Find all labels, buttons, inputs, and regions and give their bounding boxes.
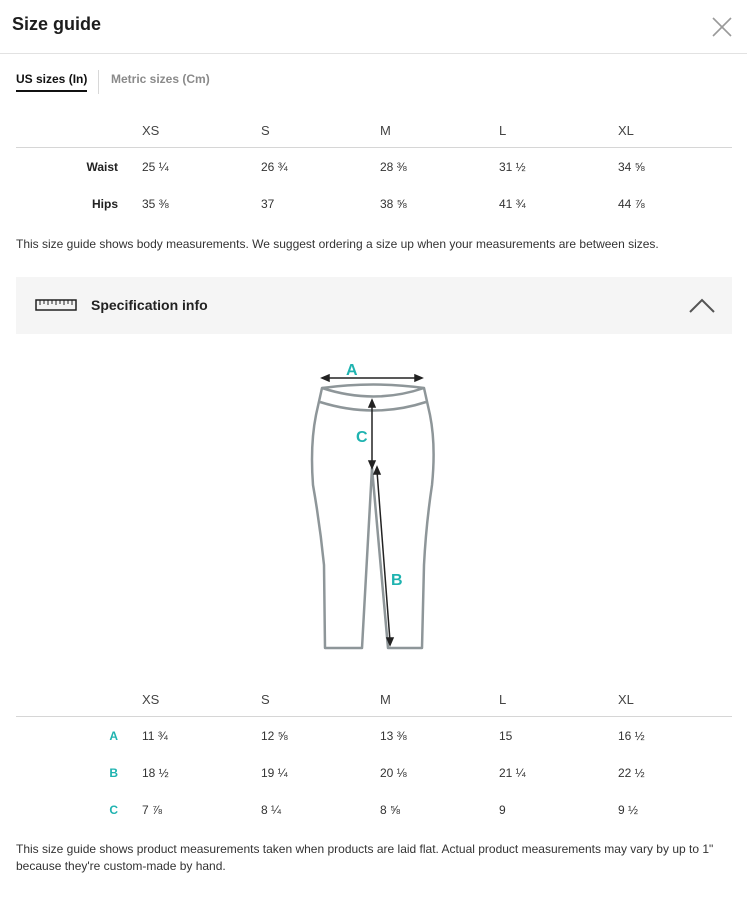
- chevron-up-icon[interactable]: [688, 296, 716, 314]
- diagram-label-c: C: [356, 429, 368, 446]
- size-header-xs: XS: [142, 123, 160, 138]
- table-cell: 26 ¾: [261, 160, 288, 174]
- table-cell: 20 ⅛: [380, 766, 407, 780]
- table-cell: 18 ½: [142, 766, 169, 780]
- table-cell: 8 ⅝: [380, 803, 401, 817]
- diagram-label-a: A: [346, 362, 358, 379]
- specification-title: Specification info: [91, 297, 208, 313]
- close-icon[interactable]: [711, 16, 733, 38]
- table-cell: 9 ½: [618, 803, 639, 817]
- row-label: A: [109, 729, 118, 743]
- table-cell: 31 ½: [499, 160, 526, 174]
- table-cell: 19 ¼: [261, 766, 288, 780]
- table-cell: 11 ¾: [142, 729, 168, 743]
- size-header-m: M: [380, 123, 391, 138]
- size-header-l: L: [499, 123, 507, 138]
- table-row-waist: [16, 148, 732, 185]
- row-label: Hips: [91, 197, 118, 211]
- product-size-table: [16, 679, 732, 828]
- size-header-s: S: [261, 123, 270, 138]
- row-label: B: [109, 766, 118, 780]
- tab-us-sizes[interactable]: US sizes (In): [16, 72, 87, 92]
- leggings-measurement-diagram: [300, 355, 450, 655]
- body-measurement-note: This size guide shows body measurements. We suggest ordering a size up when your measurements are between sizes.: [16, 237, 659, 251]
- table-cell: 15: [499, 729, 513, 743]
- row-label: C: [109, 803, 118, 817]
- product-note-line-1: This size guide shows product measurements taken when products are laid flat. Actual product measurements may vary by up to 1": [16, 842, 714, 856]
- diagram-label-b: B: [391, 572, 403, 589]
- table-cell: 12 ⅝: [261, 729, 288, 743]
- size-header-xl: XL: [618, 692, 634, 707]
- table-cell: 28 ⅜: [380, 160, 407, 174]
- product-measurement-note: [16, 841, 736, 875]
- size-header-xl: XL: [618, 123, 634, 138]
- table-cell: 35 ⅜: [142, 197, 169, 211]
- product-note-line-2: because they're custom-made by hand.: [16, 859, 226, 873]
- table-cell: 8 ¼: [261, 803, 282, 817]
- body-size-table: [16, 110, 732, 222]
- specification-info-toggle[interactable]: [16, 277, 732, 334]
- table-cell: 37: [261, 197, 275, 211]
- tab-metric-sizes[interactable]: Metric sizes (Cm): [111, 72, 210, 86]
- table-header: [16, 110, 732, 148]
- table-cell: 7 ⅞: [142, 803, 163, 817]
- modal-header: [0, 0, 747, 54]
- table-cell: 34 ⅝: [618, 160, 645, 174]
- table-cell: 16 ½: [618, 729, 645, 743]
- table-cell: 25 ¼: [142, 160, 169, 174]
- size-header-m: M: [380, 692, 391, 707]
- row-label: Waist: [86, 160, 118, 174]
- table-cell: 22 ½: [618, 766, 645, 780]
- table-row-b: [16, 754, 732, 791]
- table-row-c: [16, 791, 732, 828]
- measurement-b-arrow: [374, 467, 393, 645]
- table-cell: 9: [499, 803, 506, 817]
- table-header: [16, 679, 732, 717]
- ruler-icon: [35, 299, 77, 311]
- table-cell: 21 ¼: [499, 766, 526, 780]
- leggings-outline: [312, 385, 434, 649]
- modal-title: Size guide: [12, 14, 102, 34]
- table-cell: 38 ⅝: [380, 197, 407, 211]
- tab-divider: [98, 70, 99, 94]
- table-row-hips: [16, 185, 732, 222]
- size-header-l: L: [499, 692, 507, 707]
- size-header-xs: XS: [142, 692, 160, 707]
- table-cell: 44 ⅞: [618, 197, 645, 211]
- table-cell: 13 ⅜: [380, 729, 407, 743]
- measurement-a-arrow: [322, 375, 422, 381]
- size-header-s: S: [261, 692, 270, 707]
- table-row-a: [16, 717, 732, 754]
- table-cell: 41 ¾: [499, 197, 526, 211]
